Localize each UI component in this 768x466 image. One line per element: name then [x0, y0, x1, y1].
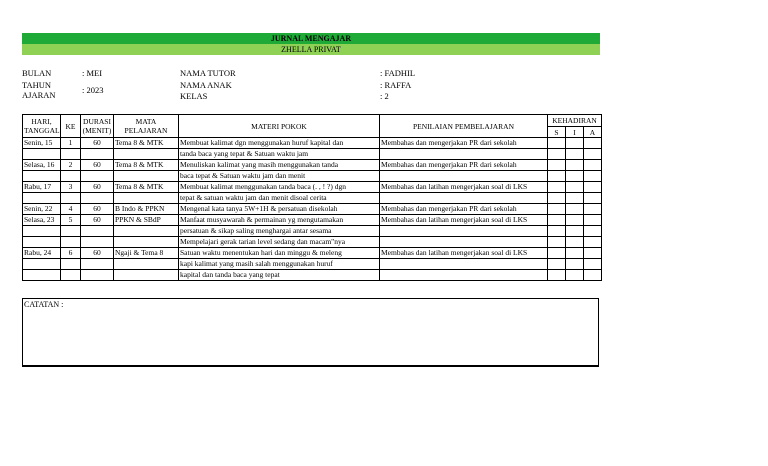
cell-materi: Mempelajari gerak tarian level sedang dan macam"nya: [179, 237, 380, 248]
cell-penilaian: [380, 237, 548, 248]
cell-hari: Senin, 15: [23, 138, 61, 149]
cell-kehadiran: [584, 259, 602, 270]
table-row: [23, 193, 602, 204]
cell-hari: Selasa, 16: [23, 160, 61, 171]
cell-ke: 3: [61, 182, 81, 193]
cell-hari: Senin, 22: [23, 204, 61, 215]
cell-materi: Membuat kalimat menggunakan tanda baca (. , ! ?) dgn: [179, 182, 380, 193]
cell-kehadiran: [566, 182, 584, 193]
cell-durasi: [81, 259, 114, 270]
cell-kehadiran: [566, 259, 584, 270]
cell-kehadiran: [548, 248, 566, 259]
cell-kehadiran: [566, 215, 584, 226]
cell-kehadiran: [584, 171, 602, 182]
cell-ke: 1: [61, 138, 81, 149]
header-izin: I: [566, 127, 584, 138]
anak-label: NAMA ANAK: [180, 80, 232, 90]
cell-materi: kapital dan tanda baca yang tepat: [179, 270, 380, 281]
cell-kehadiran: [548, 226, 566, 237]
header-sakit: S: [548, 127, 566, 138]
cell-mata-pelajaran: Tema 8 & MTK: [114, 138, 179, 149]
cell-materi: Menuliskan kalimat yang masih menggunakan tanda: [179, 160, 380, 171]
cell-mata-pelajaran: B Indo & PPKN: [114, 204, 179, 215]
header-ke: KE: [61, 115, 81, 138]
cell-kehadiran: [584, 248, 602, 259]
cell-kehadiran: [566, 149, 584, 160]
cell-mata-pelajaran: Tema 8 & MTK: [114, 182, 179, 193]
cell-kehadiran: [584, 215, 602, 226]
cell-ke: 2: [61, 160, 81, 171]
table-row: [23, 248, 602, 259]
cell-kehadiran: [548, 237, 566, 248]
cell-kehadiran: [566, 248, 584, 259]
cell-hari: Selasa, 23: [23, 215, 61, 226]
table-row: [23, 160, 602, 171]
tutor-value: : FADHIL: [380, 68, 416, 78]
cell-materi: Membuat kalimat dgn menggunakan huruf kapital dan: [179, 138, 380, 149]
table-row: [23, 237, 602, 248]
cell-kehadiran: [548, 270, 566, 281]
cell-kehadiran: [584, 193, 602, 204]
cell-ke: 5: [61, 215, 81, 226]
cell-kehadiran: [566, 237, 584, 248]
cell-kehadiran: [566, 160, 584, 171]
tahun-label-1: TAHUN: [22, 80, 52, 90]
cell-durasi: 60: [81, 215, 114, 226]
cell-materi: Satuan waktu menentukan hari dan minggu & meleng: [179, 248, 380, 259]
cell-hari: [23, 237, 61, 248]
notes-label: CATATAN :: [24, 300, 64, 309]
cell-durasi: [81, 149, 114, 160]
cell-penilaian: [380, 226, 548, 237]
cell-hari: [23, 171, 61, 182]
cell-kehadiran: [584, 149, 602, 160]
table-row: [23, 149, 602, 160]
cell-mata-pelajaran: [114, 193, 179, 204]
header-materi-pokok: MATERI POKOK: [179, 115, 380, 138]
kelas-label: KELAS: [180, 91, 208, 101]
cell-kehadiran: [548, 160, 566, 171]
cell-durasi: [81, 270, 114, 281]
cell-ke: [61, 237, 81, 248]
cell-ke: [61, 259, 81, 270]
tahun-value: : 2023: [82, 85, 104, 95]
journal-subtitle: ZHELLA PRIVAT: [22, 44, 600, 55]
cell-penilaian: [380, 171, 548, 182]
cell-materi: kapi kalimat yang masih salah menggunakan huruf: [179, 259, 380, 270]
cell-kehadiran: [584, 270, 602, 281]
cell-penilaian: [380, 149, 548, 160]
cell-hari: [23, 226, 61, 237]
cell-durasi: [81, 171, 114, 182]
cell-penilaian: Membahas dan latihan mengerjakan soal di LKS: [380, 182, 548, 193]
table-row: [23, 138, 602, 149]
cell-ke: 4: [61, 204, 81, 215]
cell-penilaian: [380, 270, 548, 281]
bulan-value: : MEI: [82, 68, 103, 78]
cell-kehadiran: [584, 138, 602, 149]
cell-materi: baca tepat & Satuan waktu jam dan menit: [179, 171, 380, 182]
cell-durasi: 60: [81, 182, 114, 193]
cell-mata-pelajaran: Ngaji & Tema 8: [114, 248, 179, 259]
cell-penilaian: [380, 259, 548, 270]
cell-mata-pelajaran: [114, 171, 179, 182]
cell-kehadiran: [548, 193, 566, 204]
cell-kehadiran: [548, 138, 566, 149]
cell-hari: [23, 193, 61, 204]
cell-durasi: 60: [81, 248, 114, 259]
cell-durasi: [81, 193, 114, 204]
notes-box: [22, 298, 599, 367]
cell-kehadiran: [584, 204, 602, 215]
table-row: [23, 204, 602, 215]
cell-hari: Rabu, 24: [23, 248, 61, 259]
cell-penilaian: Membahas dan latihan mengerjakan soal di LKS: [380, 215, 548, 226]
cell-kehadiran: [548, 182, 566, 193]
cell-hari: Rabu, 17: [23, 182, 61, 193]
anak-value: : RAFFA: [380, 80, 412, 90]
cell-materi: persatuan & sikap saling menghargai antar sesama: [179, 226, 380, 237]
cell-mata-pelajaran: [114, 237, 179, 248]
table-row: [23, 182, 602, 193]
cell-kehadiran: [566, 204, 584, 215]
cell-penilaian: [380, 193, 548, 204]
table-row: [23, 226, 602, 237]
cell-ke: [61, 226, 81, 237]
cell-kehadiran: [548, 149, 566, 160]
cell-kehadiran: [548, 204, 566, 215]
cell-penilaian: Membahas dan latihan mengerjakan soal di LKS: [380, 248, 548, 259]
cell-kehadiran: [584, 160, 602, 171]
header-mata-pelajaran: MATA PELAJARAN: [114, 115, 179, 138]
journal-title: JURNAL MENGAJAR: [22, 33, 600, 44]
cell-kehadiran: [584, 182, 602, 193]
cell-durasi: 60: [81, 138, 114, 149]
cell-mata-pelajaran: Tema 8 & MTK: [114, 160, 179, 171]
header-kehadiran: KEHADIRAN: [548, 115, 602, 127]
table-row: [23, 215, 602, 226]
cell-materi: Mengenal kata tanya 5W+1H & persatuan disekolah: [179, 204, 380, 215]
cell-penilaian: Membahas dan mengerjakan PR dari sekolah: [380, 138, 548, 149]
kelas-value: : 2: [380, 91, 389, 101]
cell-ke: [61, 193, 81, 204]
header-durasi: DURASI (MENIT): [81, 115, 114, 138]
cell-penilaian: Membahas dan mengerjakan PR dari sekolah: [380, 160, 548, 171]
tahun-label-2: AJARAN: [22, 90, 56, 100]
table-row: [23, 270, 602, 281]
cell-kehadiran: [584, 226, 602, 237]
table-row: [23, 259, 602, 270]
cell-mata-pelajaran: [114, 149, 179, 160]
cell-mata-pelajaran: [114, 270, 179, 281]
cell-kehadiran: [548, 171, 566, 182]
journal-table: [22, 114, 602, 281]
bulan-label: BULAN: [22, 68, 52, 78]
cell-mata-pelajaran: [114, 226, 179, 237]
cell-hari: [23, 149, 61, 160]
cell-durasi: [81, 226, 114, 237]
cell-kehadiran: [566, 193, 584, 204]
cell-durasi: 60: [81, 160, 114, 171]
table-row: [23, 171, 602, 182]
header-hari: HARI, TANGGAL: [23, 115, 61, 138]
header-penilaian: PENILAIAN PEMBELAJARAN: [380, 115, 548, 138]
header-alpha: A: [584, 127, 602, 138]
cell-kehadiran: [584, 237, 602, 248]
cell-durasi: 60: [81, 204, 114, 215]
cell-materi: tepat & satuan waktu jam dan menit disoal cerita: [179, 193, 380, 204]
tutor-label: NAMA TUTOR: [180, 68, 236, 78]
cell-mata-pelajaran: PPKN & SBdP: [114, 215, 179, 226]
cell-penilaian: Membahas dan mengerjakan PR dari sekolah: [380, 204, 548, 215]
cell-kehadiran: [566, 270, 584, 281]
cell-ke: [61, 171, 81, 182]
cell-kehadiran: [566, 171, 584, 182]
cell-kehadiran: [548, 215, 566, 226]
cell-hari: [23, 270, 61, 281]
cell-ke: [61, 270, 81, 281]
cell-mata-pelajaran: [114, 259, 179, 270]
cell-kehadiran: [566, 226, 584, 237]
cell-ke: [61, 149, 81, 160]
cell-durasi: [81, 237, 114, 248]
cell-materi: Manfaat musyawarah & permainan yg mengutamakan: [179, 215, 380, 226]
cell-kehadiran: [548, 259, 566, 270]
cell-hari: [23, 259, 61, 270]
cell-kehadiran: [566, 138, 584, 149]
cell-ke: 6: [61, 248, 81, 259]
cell-materi: tanda baca yang tepat & Satuan waktu jam: [179, 149, 380, 160]
